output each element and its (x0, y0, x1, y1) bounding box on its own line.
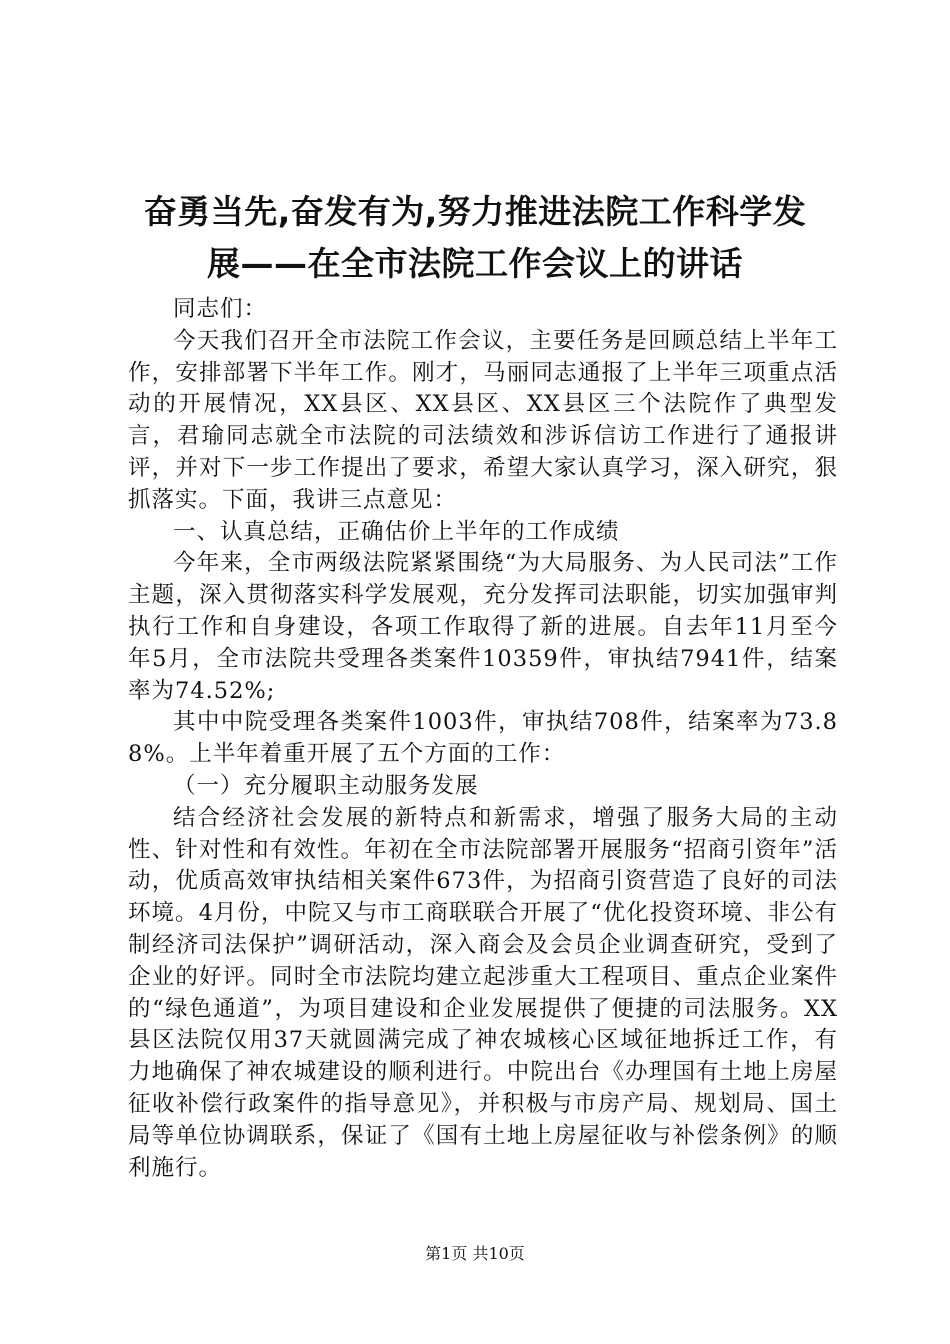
title-line-1: 奋勇当先,奋发有为,努力推进法院工作科学发 (143, 192, 807, 231)
title-line-2: 展——在全市法院工作会议上的讲话 (207, 244, 743, 283)
paragraph-achievements: 今年来，全市两级法院紧紧围绕“为大局服务、为人民司法”工作主题，深入贯彻落实科学发展观，充分发挥司法职能，切实加强审判执行工作和自身建设，各项工作取得了新的进展。自去年11月至今年5月，全市法院共受理各类案件10359件，审执结7941件，结案率为74.52%; (128, 550, 838, 704)
paragraph-intermediate-court: 其中中院受理各类案件1003件，审执结708件，结案率为73.88%。上半年着重开展了五个方面的工作： (128, 709, 838, 768)
document-body (128, 294, 838, 1184)
salutation: 同志们： (173, 296, 268, 322)
page-footer: 第1页 共10页 (425, 1244, 525, 1263)
paragraph-service-development: 结合经济社会发展的新特点和新需求，增强了服务大局的主动性、针对性和有效性。年初在全市法院部署开展服务“招商引资年”活动，优质高效审执结相关案件673件，为招商引资营造了良好的司法环境。4月份，中院又与市工商联联合开展了“优化投资环境、非公有制经济司法保护”调研活动，深入商会及会员企业调查研究，受到了企业的好评。同时全市法院均建立起涉重大工程项目、重点企业案件的“绿色通道”，为项目建设和企业发展提供了便捷的司法服务。XX县区法院仅用37天就圆满完成了神农城核心区域征地拆迁工作，有力地确保了神农城建设的顺利进行。中院出台《办理国有土地上房屋征收补偿行政案件的指导意见》，并积极与市房产局、规划局、国土局等单位协调联系，保证了《国有土地上房屋征收与补偿条例》的顺利施行。 (128, 804, 838, 1181)
document-title (100, 186, 850, 290)
section-heading-1: 一、认真总结，正确估价上半年的工作成绩 (173, 518, 620, 545)
subsection-heading-1: （一）充分履职主动服务发展 (173, 772, 479, 799)
paragraph-intro: 今天我们召开全市法院工作会议，主要任务是回顾总结上半年工作，安排部署下半年工作。刚才，马丽同志通报了上半年三项重点活动的开展情况，XX县区、XX县区、XX县区三个法院作了典型发言，君瑜同志就全市法院的司法绩效和涉诉信访工作进行了通报讲评，并对下一步工作提出了要求，希望大家认真学习，深入研究，狠抓落实。下面，我讲三点意见： (128, 327, 838, 513)
